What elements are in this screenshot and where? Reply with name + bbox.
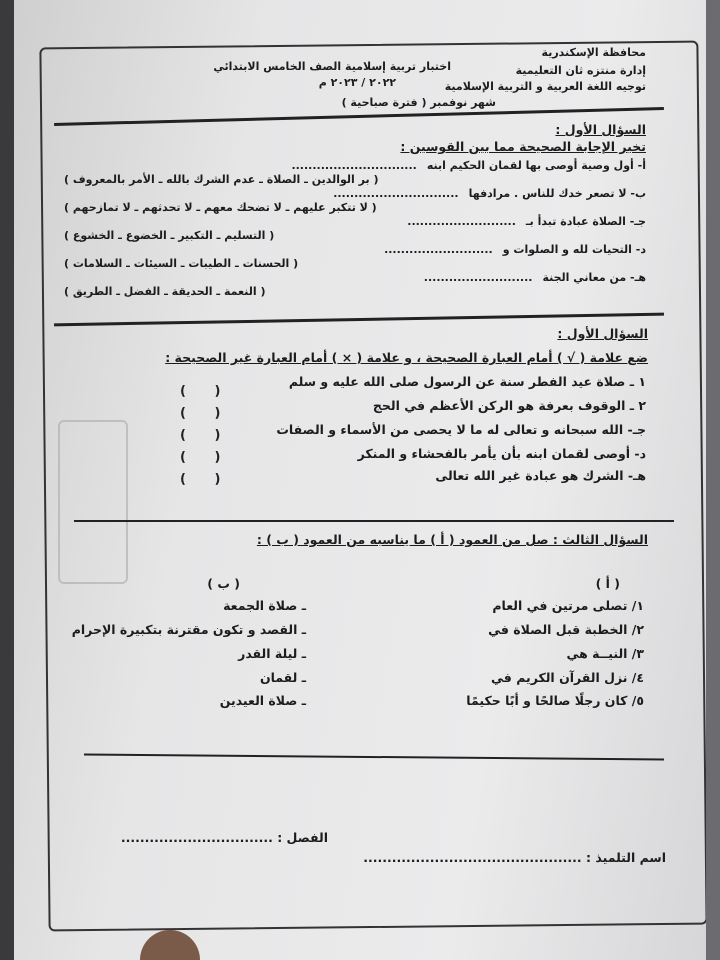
answer-blank[interactable]: ..............................: [333, 186, 459, 200]
column-a-header: ( أ ): [595, 576, 620, 591]
column-a-item: ٥/ كان رجلًا صالحًا و أبًا حكيمًا: [466, 693, 644, 708]
q1-item-text: ب- لا تصعر خدك للناس . مرادفها: [468, 186, 646, 200]
q1-item: [64, 158, 646, 172]
q2-title: السؤال الأول :: [557, 326, 648, 341]
q1-item-text: د- التحيات لله و الصلوات و: [502, 242, 646, 256]
q1-item-options: ( التسليم ـ التكبير ـ الخضوع ـ الخشوع ): [64, 228, 275, 242]
q1-item-options: ( لا تتكبر عليهم ـ لا تضحك معهم ـ لا تحدثهم ـ لا تمازحهم ): [64, 200, 377, 214]
answer-bracket[interactable]: ( ): [180, 472, 233, 487]
answer-bracket[interactable]: ( ): [180, 406, 233, 421]
answer-blank[interactable]: ..........................: [407, 214, 516, 228]
q1-item-options: ( بر الوالدين ـ الصلاة ـ عدم الشرك بالله ـ الأمر بالمعروف ): [64, 172, 379, 186]
q2-statement: جـ- الله سبحانه و تعالى له ما لا يحصى من الأسماء و الصفات: [276, 422, 646, 437]
column-b-header: ( ب ): [207, 576, 240, 591]
exam-paper: [14, 0, 706, 960]
q1-item-text: أ- أول وصية أوصى بها لقمان الحكيم ابنه: [426, 158, 646, 172]
q1-items: [64, 158, 646, 298]
supervision: توجيه اللغة العربية و التربية الإسلامية: [444, 80, 646, 93]
column-b-item: ـ صلاة الجمعة: [223, 598, 306, 613]
column-a-item: ٢/ الخطبة قبل الصلاة في: [488, 622, 644, 637]
underlying-pages: [706, 0, 720, 960]
column-b-item: ـ لقمان: [259, 670, 306, 685]
q1-item-text: هـ- من معاني الجنة: [542, 270, 646, 284]
student-name-field[interactable]: اسم التلميذ : ..............................................: [363, 850, 666, 865]
q1-item-options-row: [64, 172, 646, 186]
q1-item-options: ( النعمة ـ الحديقة ـ الفضل ـ الطريق ): [64, 284, 266, 298]
column-a-item: ٣/ النيــة هي: [566, 646, 644, 661]
q2-statement: ٢ ـ الوقوف بعرفة هو الركن الأعظم في الحج: [372, 398, 646, 413]
q1-item: [64, 186, 646, 200]
q2-statement: د- أوصى لقمان ابنه بأن يأمر بالفحشاء و المنكر: [357, 446, 646, 461]
q1-instruction: تخير الإجابة الصحيحة مما بين القوسين :: [400, 139, 646, 154]
q1-item-options-row: [64, 284, 646, 298]
school-year: ٢٠٢٢ / ٢٠٢٣ م: [318, 76, 396, 89]
answer-blank[interactable]: ..............................: [291, 158, 417, 172]
column-b-item: ـ ليلة القدر: [238, 646, 306, 661]
q1-item: [64, 214, 646, 228]
administration: إدارة منتزه ثان التعليمية: [515, 64, 646, 77]
q3-title: السؤال الثالث : صل من العمود ( أ ) ما يناسبه من العمود ( ب ) :: [256, 532, 648, 547]
q1-item-options-row: [64, 200, 646, 214]
governorate: محافظة الإسكندرية: [541, 46, 646, 59]
q2-instruction: ضع علامة ( √ ) أمام العبارة الصحيحة ، و علامة ( × ) أمام العبارة غير الصحيحة :: [165, 350, 648, 365]
q1-item-options-row: [64, 228, 646, 242]
answer-bracket[interactable]: ( ): [180, 450, 233, 465]
column-a-item: ١/ تصلى مرتين في العام: [492, 598, 644, 613]
q1-item: [64, 242, 646, 256]
class-field[interactable]: الفصل : ................................: [120, 830, 328, 845]
answer-blank[interactable]: ..........................: [384, 242, 493, 256]
divider: [74, 520, 674, 522]
exam-month: شهر نوفمبر ( فترة صباحية ): [341, 96, 496, 109]
answer-bracket[interactable]: ( ): [180, 384, 233, 399]
q1-item-options: ( الحسنات ـ الطيبات ـ السيئات ـ السلامات ): [64, 256, 299, 270]
school-stamp: [58, 420, 128, 584]
q1-item-text: جـ- الصلاة عبادة تبدأ بـ: [525, 214, 646, 228]
exam-title: اختبار تربية إسلامية الصف الخامس الابتدائي: [213, 60, 451, 73]
column-a-item: ٤/ نزل القرآن الكريم في: [491, 670, 644, 685]
answer-bracket[interactable]: ( ): [180, 428, 233, 443]
answer-blank[interactable]: ..........................: [423, 270, 533, 284]
q1-item: [64, 270, 646, 284]
q1-item-options-row: [64, 256, 646, 270]
q1-title: السؤال الأول :: [555, 122, 646, 137]
q2-statement: هـ- الشرك هو عبادة غير الله تعالى: [435, 468, 646, 483]
column-b-item: ـ القصد و تكون مقترنة بتكبيرة الإحرام: [71, 622, 306, 637]
column-b-item: ـ صلاة العيدين: [219, 693, 306, 708]
q2-statement: ١ ـ صلاة عيد الفطر سنة عن الرسول صلى الله عليه و سلم: [288, 374, 646, 389]
